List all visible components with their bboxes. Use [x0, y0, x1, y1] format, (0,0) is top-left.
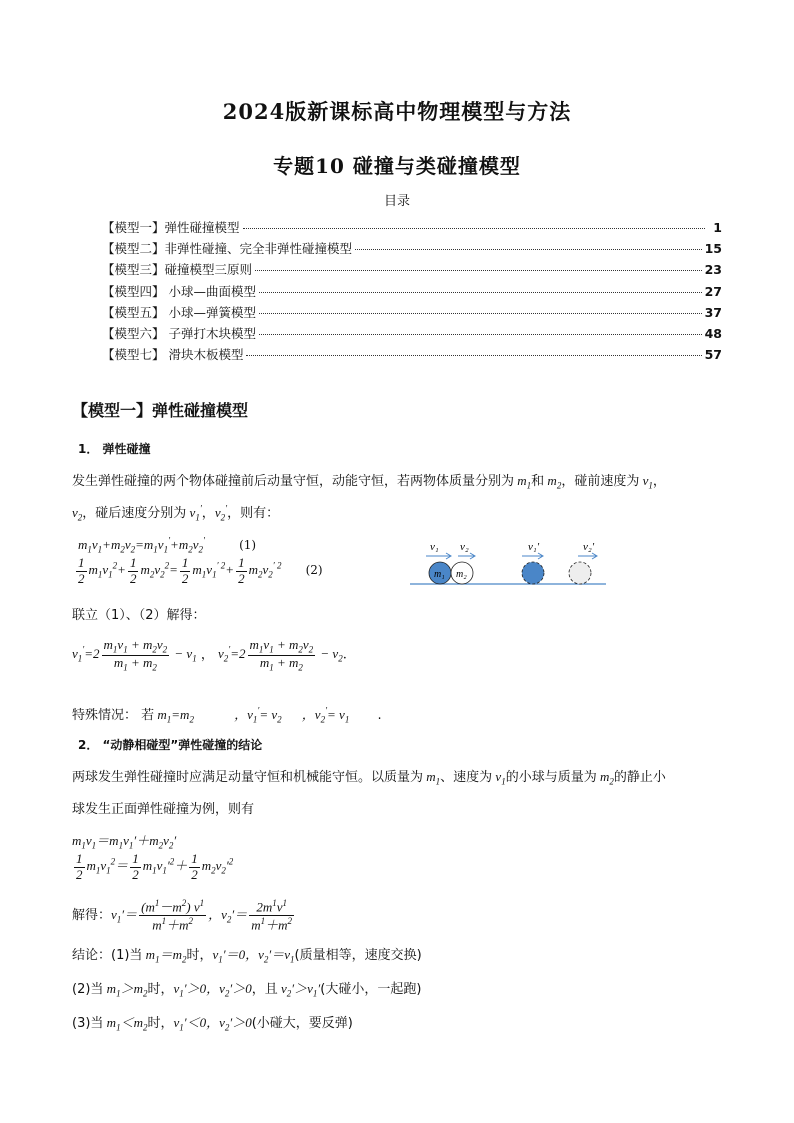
equation-solution: $v_1'=2$ $\frac{m_1v_1 + m_2v_2}{m_1 + m_2}$ − $v_1$ ， $v_2'=2$ $\frac{m_1v_1 + m_2v_2}{m_1 + m_2}$ − $v_2$. — [72, 637, 347, 673]
equation-energy-2: $\frac{1}{2}$ $m_1v_1^2=$ $\frac{1}{2}$ $m_1v_1'^2+$ $\frac{1}{2}$ $m_2v_2'^2$ — [76, 851, 234, 882]
document-subtitle: 专题10 碰撞与类碰撞模型 — [273, 154, 521, 178]
label-v1-after: v₁′ — [528, 541, 540, 553]
label-v2: v₂ — [460, 541, 469, 553]
svg-text:m₂: m₂ — [456, 569, 467, 580]
equation-solution-2: 解得：$v_1'=$ $\frac{(m^1-m^2) v^1}{m^1+m^2}$ ，$v_2'=$ $\frac{2m^1v^1}{m^1+m^2}$ — [72, 898, 293, 933]
equation-energy: $\frac{1}{2}$ $m_1v_1^2+$ $\frac{1}{2}$ $m_2v_2^2=$ $\frac{1}{2}$ $m_1v_1^{' 2}+$ $\frac{1}{2}$ $m_2v_2^{' 2}$ (2) — [78, 555, 323, 586]
toc-row[interactable]: 【模型一】弹性碰撞模型 1 — [102, 220, 722, 235]
ball-m1-after — [522, 562, 544, 584]
toc-heading: 目录 — [383, 194, 410, 209]
label-v1: v₁ — [430, 541, 439, 553]
subheading-elastic: 1． 弹性碰撞 — [78, 442, 151, 456]
paragraph-line: $v_2$，碰后速度分别为 $v_1'$，$v_2'$，则有： — [72, 503, 280, 523]
toc-row[interactable]: 【模型二】非弹性碰撞、完全非弹性碰撞模型 15 — [102, 241, 722, 257]
equation-momentum-2: $m_1v_1=m_1v_1'+m_2v_2'$ — [72, 833, 177, 851]
toc-row[interactable]: 【模型三】碰撞模型三原则 23 — [102, 262, 722, 278]
joint-line: 联立（1）、（2）解得： — [72, 608, 206, 623]
label-v2-after: v₂′ — [583, 541, 595, 553]
toc-row[interactable]: 【模型四】 小球—曲面模型 27 — [102, 283, 722, 299]
conclusion-3: (3)当 $m_1<m_2$时，$v_1'<0$，$v_2'>0$(小碰大，要反弹) — [72, 1015, 353, 1033]
ball-m2-after — [569, 562, 591, 584]
svg-text:m₁: m₁ — [434, 569, 445, 580]
paragraph-line: 球发生正面弹性碰撞为例，则有 — [72, 802, 255, 817]
toc-row[interactable]: 【模型七】 滑块木板模型 57 — [102, 347, 722, 363]
special-case-line: 特殊情况： 若 $m_1=m_2$ ，$v_1'= v_2$ ，$v_2'= v_1$ . — [72, 705, 382, 725]
section-heading: 【模型一】弹性碰撞模型 — [72, 401, 249, 420]
table-of-contents — [102, 218, 722, 366]
document-title: 2024版新课标高中物理模型与方法 — [222, 99, 572, 124]
collision-diagram — [408, 536, 608, 590]
subheading-moving-static: 2． “动静相碰型”弹性碰撞的结论 — [78, 738, 263, 752]
paragraph-line: 发生弹性碰撞的两个物体碰撞前后动量守恒，动能守恒，若两物体质量分别为 $m_1$和 $m_2$，碰前速度为 $v_1$， — [72, 473, 666, 491]
toc-row[interactable]: 【模型六】 子弹打木块模型 48 — [102, 325, 722, 341]
paragraph-line: 两球发生弹性碰撞时应满足动量守恒和机械能守恒。以质量为 $m_1$、速度为 $v_1$的小球与质量为 $m_2$的静止小 — [72, 769, 666, 787]
conclusion-2: (2)当 $m_1>m_2$时，$v_1'>0$，$v_2'>0$，且 $v_2'>v_1'$(大碰小，一起跑) — [72, 981, 422, 999]
toc-row[interactable]: 【模型五】 小球—弹簧模型 37 — [102, 304, 722, 320]
conclusion-1: 结论：(1)当 $m_1=m_2$时，$v_1'=0$，$v_2'=v_1$(质量相等，速度交换) — [72, 947, 422, 965]
equation-momentum: $m_1v_1+m_2v_2=m_1v_1'+m_2v_2'$ (1) — [78, 536, 257, 555]
